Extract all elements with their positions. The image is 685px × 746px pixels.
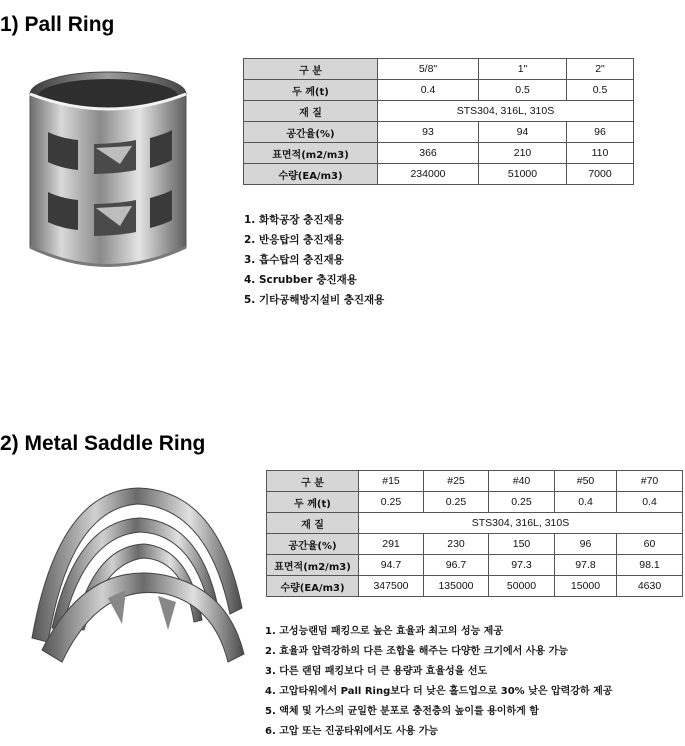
table-cell: 230	[424, 534, 489, 555]
table-row	[244, 122, 634, 143]
row-label: 공간율(%)	[267, 534, 359, 555]
table-cell: 291	[359, 534, 424, 555]
table-cell: 50000	[489, 576, 555, 597]
table-cell: 98.1	[617, 555, 683, 576]
table-row	[267, 534, 683, 555]
table-row	[244, 143, 634, 164]
table-cell: 0.4	[378, 80, 479, 101]
table-row	[244, 101, 634, 122]
table-cell: #70	[617, 471, 683, 492]
row-label: 두 께(t)	[267, 492, 359, 513]
row-label: 수량(EA/m3)	[267, 576, 359, 597]
row-label: 구 분	[244, 59, 378, 80]
table-cell: #15	[359, 471, 424, 492]
material-cell: STS304, 316L, 310S	[378, 101, 634, 122]
table-cell: #25	[424, 471, 489, 492]
table-cell: 366	[378, 143, 479, 164]
table-cell: 110	[567, 143, 634, 164]
table-cell: #50	[555, 471, 617, 492]
pall-notes	[244, 210, 384, 310]
table-cell: 135000	[424, 576, 489, 597]
saddle-spec-table	[266, 470, 683, 597]
row-label: 표면적(m2/m3)	[244, 143, 378, 164]
row-label: 표면적(m2/m3)	[267, 555, 359, 576]
list-item: 2. 효율과 압력강하의 다른 조합을 해주는 다양한 크기에서 사용 가능	[265, 646, 568, 657]
table-cell: 347500	[359, 576, 424, 597]
list-item: 5. 기타공해방지설비 충진재용	[244, 294, 385, 306]
table-cell: 0.5	[479, 80, 567, 101]
table-cell: 93	[378, 122, 479, 143]
row-label: 재 질	[267, 513, 359, 534]
table-cell: 7000	[567, 164, 634, 185]
table-row	[267, 555, 683, 576]
table-cell: 0.25	[489, 492, 555, 513]
table-cell: 0.4	[555, 492, 617, 513]
table-cell: 96	[555, 534, 617, 555]
table-cell: 96	[567, 122, 634, 143]
table-row	[244, 164, 634, 185]
list-item: 4. 고압타워에서 Pall Ring보다 더 낮은 홀드업으로 30% 낮은 압력강하 제공	[265, 686, 613, 697]
table-cell: 51000	[479, 164, 567, 185]
table-cell: #40	[489, 471, 555, 492]
table-cell: 94.7	[359, 555, 424, 576]
table-cell: 210	[479, 143, 567, 164]
table-row	[267, 492, 683, 513]
list-item: 1. 고성능랜덤 패킹으로 높은 효율과 최고의 성능 제공	[265, 626, 503, 637]
pall-ring-title: 1) Pall Ring	[0, 13, 115, 36]
table-cell: 234000	[378, 164, 479, 185]
table-cell: 0.25	[424, 492, 489, 513]
table-cell: 96.7	[424, 555, 489, 576]
table-row	[267, 513, 683, 534]
saddle-ring-image	[18, 478, 248, 674]
row-label: 공간율(%)	[244, 122, 378, 143]
list-item: 6. 고압 또는 진공타워에서도 사용 가능	[265, 726, 439, 737]
table-cell: 60	[617, 534, 683, 555]
table-cell: 15000	[555, 576, 617, 597]
table-cell: 97.8	[555, 555, 617, 576]
saddle-ring-title: 2) Metal Saddle Ring	[0, 432, 206, 455]
row-label: 재 질	[244, 101, 378, 122]
table-row	[244, 59, 634, 80]
table-row	[267, 471, 683, 492]
list-item: 1. 화학공장 충진재용	[244, 214, 344, 226]
table-row	[267, 576, 683, 597]
row-label: 두 께(t)	[244, 80, 378, 101]
table-cell: 0.5	[567, 80, 634, 101]
list-item: 2. 반응탑의 충진재용	[244, 234, 344, 246]
table-cell: 4630	[617, 576, 683, 597]
saddle-notes	[265, 622, 612, 742]
row-label: 구 분	[267, 471, 359, 492]
list-item: 3. 흡수탑의 충진재용	[244, 254, 344, 266]
table-cell: 2"	[567, 59, 634, 80]
table-cell: 0.25	[359, 492, 424, 513]
table-row	[244, 80, 634, 101]
table-cell: 0.4	[617, 492, 683, 513]
table-cell: 1"	[479, 59, 567, 80]
list-item: 3. 다른 랜덤 패킹보다 더 큰 용량과 효율성을 선도	[265, 666, 488, 677]
list-item: 5. 액체 및 가스의 균일한 분포로 충전층의 높이를 용이하게 함	[265, 706, 539, 717]
table-cell: 5/8"	[378, 59, 479, 80]
table-cell: 94	[479, 122, 567, 143]
table-cell: 150	[489, 534, 555, 555]
table-cell: 97.3	[489, 555, 555, 576]
pall-spec-table	[243, 58, 634, 185]
material-cell: STS304, 316L, 310S	[359, 513, 683, 534]
pall-ring-image	[20, 52, 200, 284]
row-label: 수량(EA/m3)	[244, 164, 378, 185]
list-item: 4. Scrubber 충진재용	[244, 274, 357, 286]
